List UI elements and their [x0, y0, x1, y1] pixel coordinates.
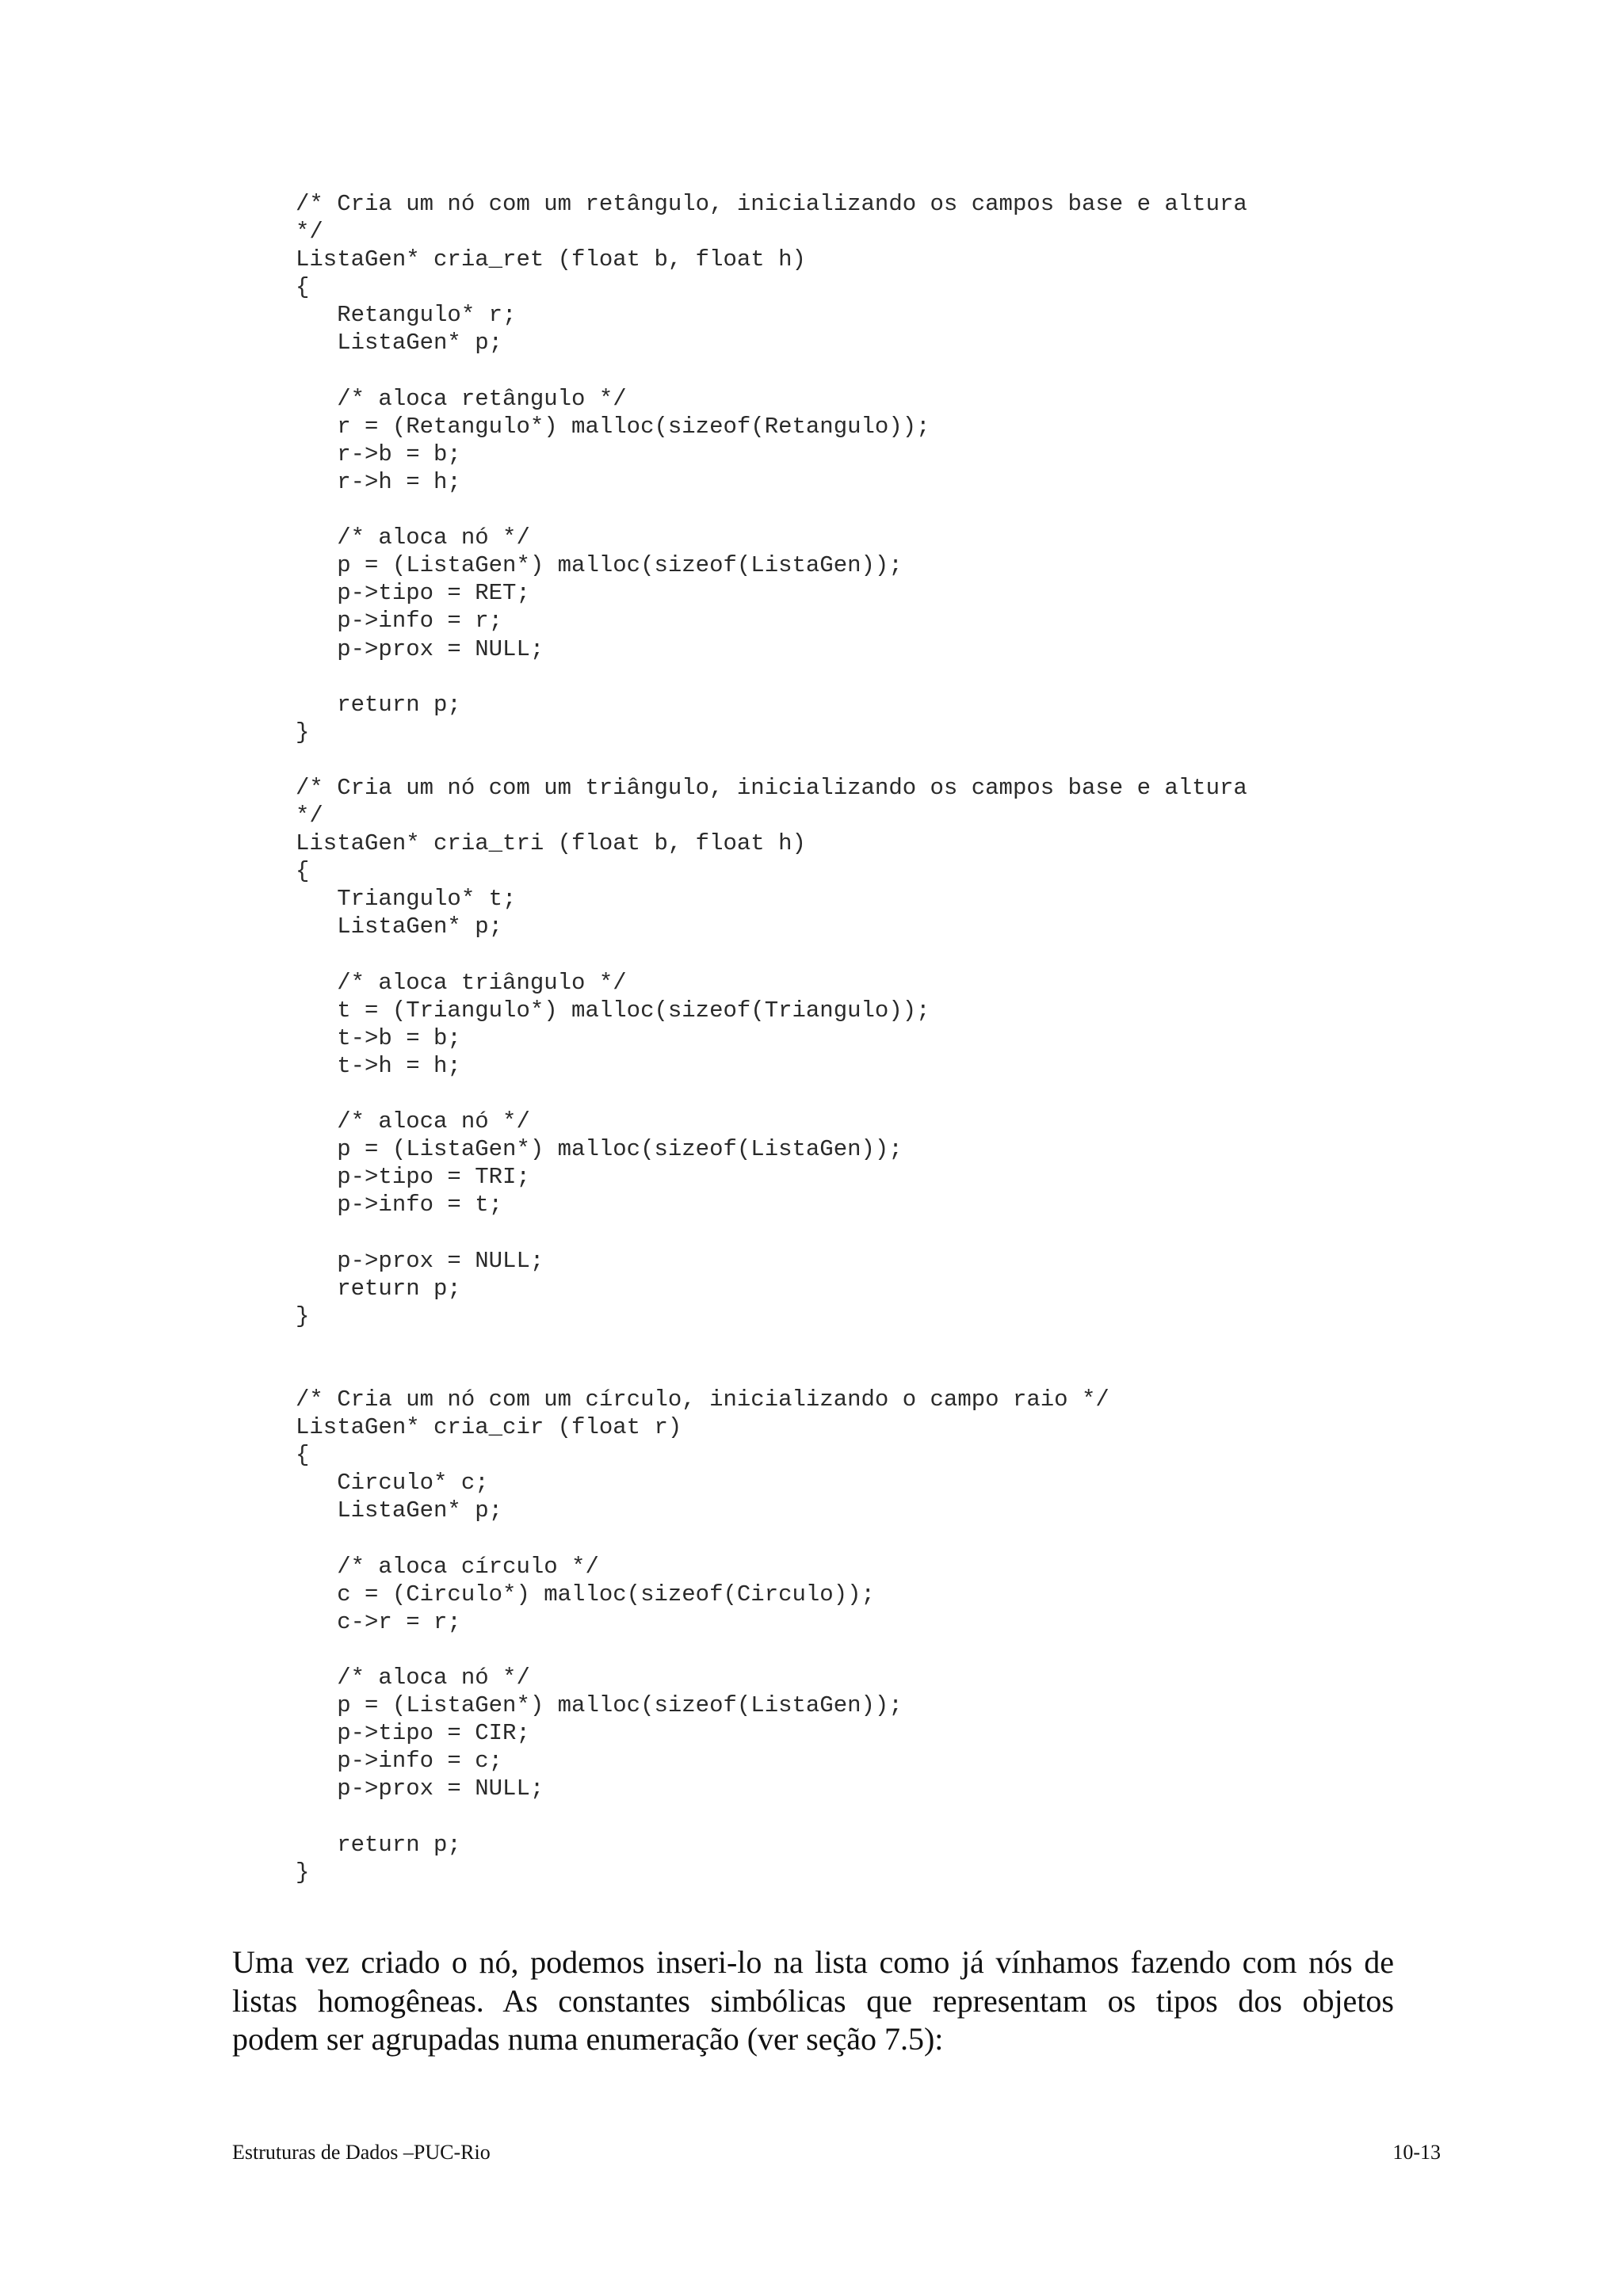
code-line: t->b = b; [296, 1024, 461, 1051]
code-line: { [296, 858, 310, 885]
code-line: p->prox = NULL; [296, 635, 544, 662]
code-line [296, 357, 1421, 385]
paragraph-line: listas homogêneas. As constantes simbólicas que representam os tipos dos objetos [232, 1982, 1394, 2019]
code-line: p = (ListaGen*) malloc(sizeof(ListaGen)); [296, 1692, 903, 1719]
code-line: } [296, 1302, 310, 1329]
code-line: c = (Circulo*) malloc(sizeof(Circulo)); [296, 1581, 875, 1608]
code-line: p->tipo = TRI; [296, 1164, 530, 1191]
code-line: c->r = r; [296, 1608, 461, 1635]
code-line: t->h = h; [296, 1052, 461, 1079]
code-listing [296, 190, 1421, 1886]
body-paragraph [232, 1943, 1394, 2059]
code-line: return p; [296, 691, 461, 718]
page-number: 10-13 [1392, 2141, 1441, 2164]
code-line: Circulo* c; [296, 1470, 489, 1497]
code-line: ListaGen* p; [296, 330, 503, 357]
code-line: /* aloca nó */ [296, 1108, 530, 1135]
code-line: p->info = r; [296, 608, 503, 635]
code-line: } [296, 719, 310, 746]
code-line: p->prox = NULL; [296, 1775, 544, 1802]
code-line: return p; [296, 1831, 461, 1858]
code-line: /* aloca nó */ [296, 524, 530, 551]
code-line [296, 1330, 1421, 1358]
code-line: p->prox = NULL; [296, 1247, 544, 1274]
code-line: /* aloca círculo */ [296, 1553, 599, 1580]
code-line: */ [296, 219, 323, 246]
code-line [296, 1636, 1421, 1664]
code-line: r->b = b; [296, 441, 461, 467]
code-line: p->info = t; [296, 1192, 503, 1219]
code-line: /* aloca triângulo */ [296, 969, 627, 996]
code-line: /* aloca nó */ [296, 1664, 530, 1691]
code-line [296, 1219, 1421, 1246]
code-line: /* Cria um nó com um círculo, inicializando o campo raio */ [296, 1386, 1109, 1413]
code-line [296, 1525, 1421, 1553]
code-line: r->h = h; [296, 468, 461, 495]
code-line: ListaGen* cria_tri (float b, float h) [296, 830, 806, 857]
code-line: Retangulo* r; [296, 302, 517, 329]
code-line [296, 1802, 1421, 1830]
code-line [296, 746, 1421, 774]
code-line: */ [296, 803, 323, 830]
code-line: r = (Retangulo*) malloc(sizeof(Retangulo)); [296, 413, 930, 440]
paragraph-line: Uma vez criado o nó, podemos inseri-lo na lista como já vínhamos fazendo com nós de [232, 1944, 1394, 1980]
code-line: /* Cria um nó com um triângulo, inicializando os campos base e altura [296, 774, 1247, 801]
code-line [296, 941, 1421, 969]
paragraph-line: podem ser agrupadas numa enumeração (ver seção 7.5): [232, 2021, 944, 2057]
code-line: { [296, 274, 310, 301]
code-line: p->tipo = CIR; [296, 1720, 530, 1747]
code-line: t = (Triangulo*) malloc(sizeof(Triangulo)); [296, 997, 930, 1024]
footer-left: Estruturas de Dados –PUC-Rio [232, 2141, 491, 2164]
code-line [296, 1080, 1421, 1108]
code-line: p = (ListaGen*) malloc(sizeof(ListaGen)); [296, 1136, 903, 1163]
code-line [296, 496, 1421, 524]
code-line: ListaGen* cria_ret (float b, float h) [296, 246, 806, 273]
code-line: /* aloca retângulo */ [296, 385, 627, 412]
code-line: ListaGen* cria_cir (float r) [296, 1414, 682, 1441]
code-line: p->tipo = RET; [296, 580, 530, 607]
code-line [296, 663, 1421, 691]
code-line: ListaGen* p; [296, 1497, 503, 1524]
code-line: return p; [296, 1275, 461, 1302]
code-line: Triangulo* t; [296, 886, 517, 913]
code-line: { [296, 1442, 310, 1469]
code-line [296, 1358, 1421, 1386]
code-line: /* Cria um nó com um retângulo, inicializando os campos base e altura [296, 191, 1247, 217]
code-line: p->info = c; [296, 1748, 503, 1775]
code-line: p = (ListaGen*) malloc(sizeof(ListaGen)); [296, 552, 903, 579]
code-line: } [296, 1859, 310, 1886]
code-line: ListaGen* p; [296, 913, 503, 940]
